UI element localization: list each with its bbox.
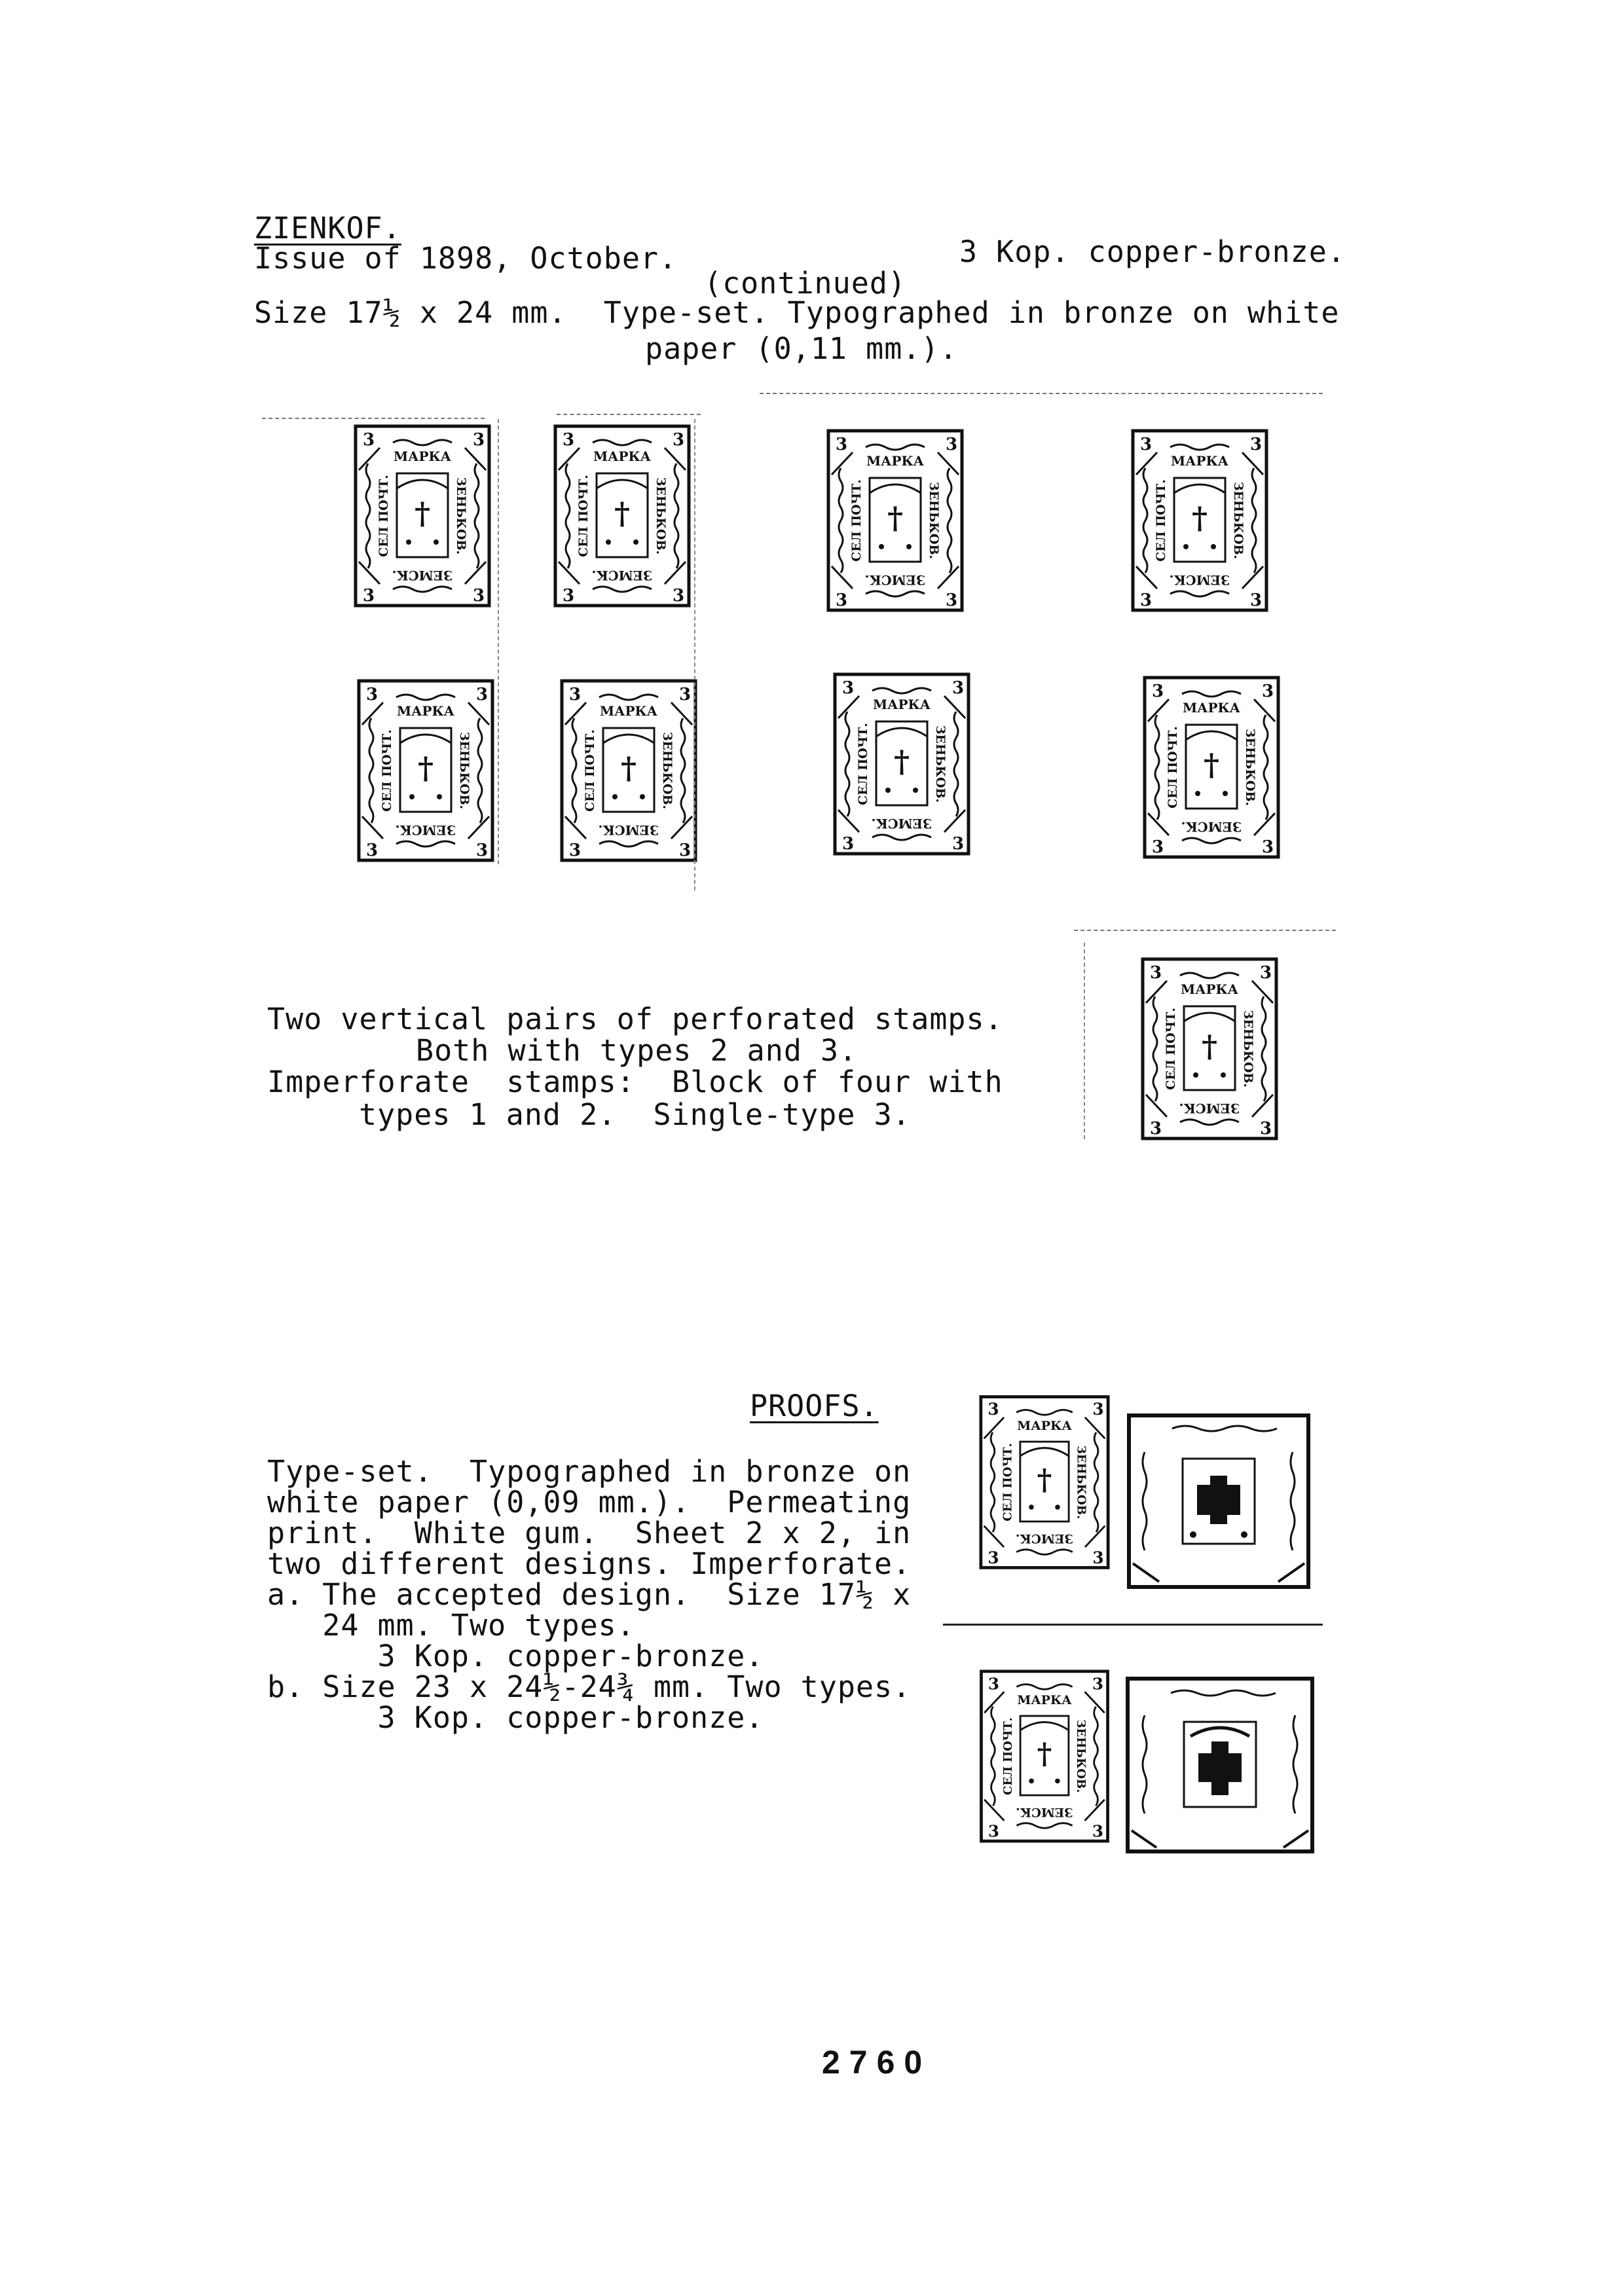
stamp-row1-col1 [354, 424, 491, 608]
corner-value: 3 [1250, 591, 1263, 610]
stamp-top-word: МАРКА [873, 697, 931, 712]
stamp-top-word: МАРКА [1183, 700, 1240, 716]
sheet-edge [498, 419, 499, 864]
sheet-edge [1084, 943, 1085, 1139]
stamp-drawing [833, 672, 970, 856]
corner-value: 3 [1260, 1119, 1272, 1139]
corner-value: 3 [1260, 963, 1272, 983]
corner-value: 3 [946, 591, 958, 610]
stamp-right-word: ЗЕНЬКОВ. [1241, 1010, 1255, 1088]
corner-value: 3 [476, 685, 489, 704]
stamp-drawing [354, 424, 491, 608]
corner-value: 3 [569, 841, 581, 860]
stamp-right-word: ЗЕНЬКОВ. [1074, 1445, 1088, 1520]
stamp-row2-col4 [1143, 676, 1280, 859]
corner-value: 3 [842, 834, 855, 854]
cross-symbol: † [620, 750, 637, 786]
stamp-right-word: ЗЕНЬКОВ. [1074, 1719, 1088, 1793]
stamp-bottom-word: ЗЕМСК. [598, 822, 659, 838]
stamp-bottom-word: ЗЕМСК. [864, 572, 926, 588]
corner-value: 3 [1150, 963, 1162, 983]
stamp-drawing [1143, 676, 1280, 859]
corner-value: 3 [563, 430, 575, 450]
cross-symbol: † [1037, 1463, 1052, 1497]
stamp-drawing [553, 424, 691, 608]
corner-value: 3 [1092, 1548, 1104, 1567]
corner-value: 3 [366, 685, 378, 704]
page-number: 2760 [822, 2044, 932, 2081]
stamp-bottom-word: ЗЕМСК. [395, 822, 456, 838]
proofs-line: 3 Kop. copper-bronze. [267, 1700, 764, 1735]
stamp-left-word: СЕЛ ПОЧТ. [576, 475, 591, 557]
stamp-left-word: СЕЛ ПОЧТ. [1001, 1717, 1015, 1795]
stamp-top-word: МАРКА [1017, 1419, 1072, 1433]
stamp-drawing [826, 429, 964, 612]
stamp-bottom-word: ЗЕМСК. [1016, 1805, 1073, 1819]
cross-symbol: † [1203, 747, 1220, 782]
stamp-drawing [357, 679, 494, 862]
stamp-drawing [979, 1394, 1110, 1570]
stamp-row1-col4 [1131, 429, 1268, 612]
stamp-right-word: ЗЕНЬКОВ. [927, 481, 941, 560]
proofs-line: 24 mm. Two types. [267, 1608, 635, 1643]
corner-value: 3 [1262, 837, 1274, 857]
cross-symbol: † [417, 750, 434, 786]
proofs-line: white paper (0,09 mm.). Permeating [267, 1485, 912, 1520]
continued-note: (continued) [704, 266, 907, 301]
cross-symbol: † [1201, 1029, 1218, 1064]
stamp-left-word: СЕЛ ПОЧТ. [380, 729, 394, 812]
corner-value: 3 [563, 586, 575, 606]
stamp-top-word: МАРКА [600, 703, 657, 719]
caption-line: types 1 and 2. Single-type 3. [359, 1097, 911, 1132]
sheet-edge [760, 393, 1323, 394]
stamp-left-word: СЕЛ ПОЧТ. [1154, 479, 1168, 562]
corner-value: 3 [569, 685, 581, 704]
cross-symbol: † [414, 496, 431, 531]
corner-value: 3 [836, 591, 848, 610]
corner-value: 3 [1262, 682, 1274, 701]
stamp-left-word: СЕЛ ПОЧТ. [1166, 726, 1180, 809]
issue-line: Issue of 1898, October. [254, 241, 678, 276]
stamp-right-word: ЗЕНЬКОВ. [1231, 481, 1246, 560]
proofs-line: a. The accepted design. Size 17½ x [267, 1577, 912, 1612]
corner-value: 3 [842, 678, 855, 698]
stamp-left-word: СЕЛ ПОЧТ. [849, 479, 864, 562]
stamp-right-word: ЗЕНЬКОВ. [1243, 728, 1257, 807]
proofs-line: b. Size 23 x 24½-24¾ mm. Two types. [267, 1669, 912, 1704]
stamp-bottom-word: ЗЕМСК. [1169, 572, 1230, 588]
corner-value: 3 [1152, 682, 1164, 701]
corner-value: 3 [1092, 1674, 1103, 1694]
proof-a-type2 [979, 1669, 1110, 1843]
proofs-line: two different designs. Imperforate. [267, 1546, 912, 1581]
proofs-heading: PROOFS. [750, 1389, 879, 1423]
corner-value: 3 [473, 586, 485, 606]
cross-symbol: † [614, 496, 631, 531]
stamp-right-word: ЗЕНЬКОВ. [933, 725, 948, 803]
stamp-row2-col3 [833, 672, 970, 856]
size-line: Size 17½ x 24 mm. Type-set. Typographed in bronze on white [254, 295, 1340, 330]
stamp-top-word: МАРКА [394, 448, 451, 464]
stamp-top-word: МАРКА [866, 453, 924, 469]
corner-value: 3 [473, 430, 485, 450]
corner-value: 3 [836, 435, 848, 454]
corner-value: 3 [366, 841, 378, 860]
stamp-drawing [1131, 429, 1268, 612]
corner-value: 3 [363, 586, 375, 606]
stamp-bottom-word: ЗЕМСК. [392, 568, 453, 583]
corner-value: 3 [987, 1674, 999, 1694]
sheet-edge [694, 419, 695, 890]
place-heading: ZIENKOF. [254, 211, 401, 246]
corner-value: 3 [1152, 837, 1164, 857]
stamp-left-word: СЕЛ ПОЧТ. [856, 723, 870, 805]
corner-value: 3 [673, 430, 685, 450]
cross-symbol: † [1037, 1737, 1052, 1771]
corner-value: 3 [679, 685, 692, 704]
corner-value: 3 [1150, 1119, 1162, 1139]
corner-value: 3 [1140, 591, 1153, 610]
stamp-top-word: МАРКА [1017, 1693, 1072, 1707]
stamp-left-word: СЕЛ ПОЧТ. [1164, 1008, 1178, 1090]
stamp-left-word: СЕЛ ПОЧТ. [583, 729, 597, 812]
stamp-top-word: МАРКА [1181, 981, 1238, 997]
stamp-top-word: МАРКА [593, 448, 651, 464]
stamp-left-word: СЕЛ ПОЧТ. [377, 475, 391, 557]
corner-value: 3 [476, 841, 489, 860]
proofs-line: 3 Kop. copper-bronze. [267, 1639, 764, 1673]
proof-b-type2 [1125, 1676, 1315, 1854]
stamp-right-word: ЗЕНЬКОВ. [457, 731, 471, 810]
corner-value: 3 [987, 1548, 999, 1567]
stamp-bottom-word: ЗЕМСК. [1181, 819, 1242, 835]
corner-value: 3 [679, 841, 692, 860]
proofs-line: Type-set. Typographed in bronze on [267, 1454, 912, 1489]
stamp-top-word: МАРКА [397, 703, 454, 719]
corner-value: 3 [363, 430, 375, 450]
stamp-single-type3 [1141, 957, 1278, 1140]
stamp-bottom-word: ЗЕМСК. [1179, 1101, 1240, 1116]
proof-b-type1 [1126, 1413, 1311, 1590]
caption-line: Both with types 2 and 3. [416, 1033, 858, 1068]
corner-value: 3 [987, 1821, 999, 1841]
proof-divider [943, 1624, 1323, 1626]
stamp-row2-col1 [357, 679, 494, 862]
stamp-right-word: ЗЕНЬКОВ. [660, 731, 674, 810]
sheet-edge [262, 418, 485, 419]
stamp-bottom-word: ЗЕМСК. [1015, 1531, 1074, 1546]
corner-value: 3 [987, 1400, 999, 1419]
stamp-bottom-word: ЗЕМСК. [871, 816, 932, 831]
corner-value: 3 [946, 435, 958, 454]
stamp-bottom-word: ЗЕМСК. [591, 568, 653, 583]
cross-symbol: † [1191, 500, 1208, 536]
sheet-edge [557, 414, 701, 415]
stamp-left-word: СЕЛ ПОЧТ. [1001, 1443, 1015, 1522]
sheet-edge [1074, 930, 1336, 931]
caption-line: Two vertical pairs of perforated stamps. [267, 1002, 1003, 1036]
corner-value: 3 [1140, 435, 1153, 454]
corner-value: 3 [673, 586, 685, 606]
proof-a-type1 [979, 1394, 1110, 1570]
corner-value: 3 [1250, 435, 1263, 454]
stamp-drawing [560, 679, 697, 862]
stamp-drawing [1141, 957, 1278, 1140]
caption-line: Imperforate stamps: Block of four with [267, 1065, 1003, 1099]
stamp-row2-col2 [560, 679, 697, 862]
stamp-drawing [979, 1669, 1110, 1843]
value-line: 3 Kop. copper-bronze. [959, 234, 1346, 269]
stamp-row1-col2 [553, 424, 691, 608]
stamp-right-word: ЗЕНЬКОВ. [654, 477, 668, 555]
stamp-right-word: ЗЕНЬКОВ. [454, 477, 468, 555]
cross-symbol: † [887, 500, 904, 536]
proofs-line: print. White gum. Sheet 2 x 2, in [267, 1516, 912, 1550]
stamp-row1-col3 [826, 429, 964, 612]
stamp-top-word: МАРКА [1171, 453, 1228, 469]
corner-value: 3 [952, 678, 965, 698]
paper-line: paper (0,11 mm.). [645, 331, 958, 366]
corner-value: 3 [1092, 1821, 1103, 1841]
corner-value: 3 [1092, 1400, 1104, 1419]
corner-value: 3 [952, 834, 965, 854]
cross-symbol: † [893, 744, 910, 779]
